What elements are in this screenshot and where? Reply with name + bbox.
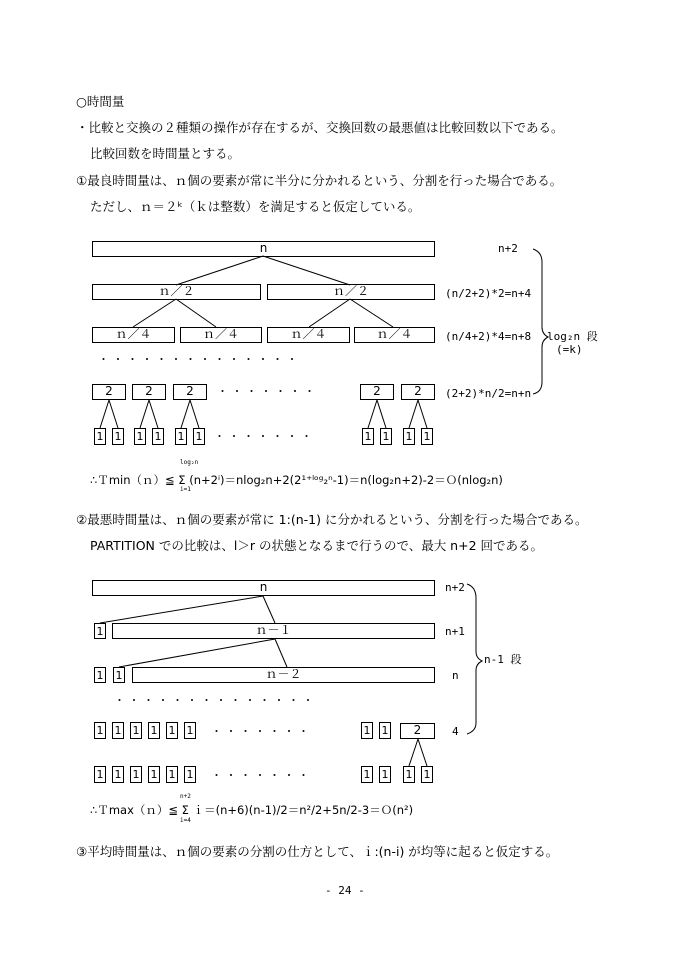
- worst-formula: ∴Ｔmax（ｎ）≦ Σ ｉ＝(n+6)(n-1)/2＝n²/2+5n/2-3＝Ｏ(n²): [90, 803, 414, 817]
- leaf-one: 1: [112, 766, 124, 783]
- leaf-one: 1: [148, 722, 160, 739]
- leaf-one: 1: [403, 428, 415, 445]
- sum-upper-limit: log₂n: [180, 459, 199, 466]
- leaf-one: 1: [362, 428, 374, 445]
- node-two: 2: [400, 723, 435, 739]
- leaf-one: 1: [361, 722, 373, 739]
- page-number: - 24 -: [325, 884, 365, 897]
- leaf-one: 1: [130, 722, 142, 739]
- leaf-one: 1: [112, 722, 124, 739]
- average-case-line: ③平均時間量は、ｎ個の要素の分割の仕方として、ｉ:(n-i) が均等に起ると仮定する。: [76, 844, 559, 859]
- leaf-one: 1: [112, 428, 124, 445]
- node-n-quarter: ｎ／４: [354, 327, 435, 343]
- node-two: 2: [173, 384, 207, 400]
- sum-lower-limit: i=4: [180, 817, 191, 824]
- cost-label: n+2: [498, 242, 518, 255]
- ellipsis-mid: ・ ・ ・ ・ ・ ・ ・: [214, 430, 312, 443]
- leaf-one: 1: [421, 766, 433, 783]
- ellipsis-row: ・ ・ ・ ・ ・ ・ ・ ・ ・ ・ ・ ・ ・ ・: [98, 353, 298, 366]
- leaf-one: 1: [175, 428, 187, 445]
- node-two: 2: [401, 384, 435, 400]
- leaf-one: 1: [166, 722, 178, 739]
- leaf-one: 1: [184, 766, 196, 783]
- leaf-one: 1: [166, 766, 178, 783]
- leaf-one: 1: [94, 722, 106, 739]
- paragraph-line: ・比較と交換の２種類の操作が存在するが、交換回数の最悪値は比較回数以下である。: [76, 120, 564, 135]
- node-n-quarter: ｎ／４: [267, 327, 350, 343]
- node-n-half: ｎ／２: [267, 284, 435, 300]
- cost-label: (n/2+2)*2=n+4: [445, 287, 532, 300]
- best-formula: ∴Ｔmin（ｎ）≦ Σ (n+2ⁱ)＝nlog₂n+2(2¹⁺ˡᵒᵍ₂ⁿ-1)＝n(log₂n+2)-2＝Ｏ(nlog₂n): [90, 473, 503, 487]
- leaf-one: 1: [148, 766, 160, 783]
- paragraph-line: 比較回数を時間量とする。: [90, 146, 241, 161]
- node-n: n: [92, 580, 435, 596]
- cost-label: (2+2)*n/2=n+n: [445, 387, 532, 400]
- leaf-one: 1: [193, 428, 205, 445]
- leaf-one: 1: [130, 766, 142, 783]
- sum-upper-limit: n+2: [180, 793, 191, 800]
- best-case-line: ①最良時間量は、ｎ個の要素が常に半分に分かれるという、分割を行った場合である。: [76, 173, 563, 188]
- node-two: 2: [360, 384, 394, 400]
- assumption-line: ただし、ｎ＝２ᵏ（ｋは整数）を満足すると仮定している。: [90, 199, 421, 214]
- ellipsis-row: ・ ・ ・ ・ ・ ・ ・ ・ ・ ・ ・ ・ ・ ・: [114, 694, 314, 707]
- node-n-quarter: ｎ／４: [92, 327, 175, 343]
- cost-label: 4: [452, 725, 459, 738]
- leaf-one: 1: [379, 722, 391, 739]
- leaf-one: 1: [380, 428, 392, 445]
- leaf-one: 1: [113, 667, 125, 683]
- leaf-one: 1: [361, 766, 373, 783]
- cost-label: n+2: [445, 581, 465, 594]
- leaf-one: 1: [94, 428, 106, 445]
- leaf-one: 1: [379, 766, 391, 783]
- leaf-one: 1: [421, 428, 433, 445]
- node-n: n: [92, 241, 435, 257]
- levels-k-label: (=k): [556, 343, 583, 356]
- node-n-half: ｎ／２: [92, 284, 261, 300]
- node-n-quarter: ｎ／４: [180, 327, 262, 343]
- leaf-one: 1: [94, 623, 106, 639]
- levels-label: n-1 段: [484, 653, 522, 666]
- leaf-one: 1: [134, 428, 146, 445]
- cost-label: n: [452, 669, 459, 682]
- node-n-minus-1: ｎ－１: [112, 623, 435, 639]
- cost-label: n+1: [445, 625, 465, 638]
- node-two: 2: [92, 384, 126, 400]
- leaf-one: 1: [94, 766, 106, 783]
- partition-line: PARTITION での比較は、l＞r の状態となるまで行うので、最大 n+2 回である。: [90, 538, 544, 553]
- cost-label: (n/4+2)*4=n+8: [445, 330, 532, 343]
- ellipsis-mid: ・ ・ ・ ・ ・ ・ ・: [211, 769, 309, 782]
- sum-lower-limit: i=1: [180, 486, 191, 493]
- node-n-minus-2: ｎ－２: [132, 667, 435, 683]
- leaf-one: 1: [403, 766, 415, 783]
- levels-label: log₂n 段: [547, 330, 598, 343]
- leaf-one: 1: [94, 667, 106, 683]
- leaf-one: 1: [152, 428, 164, 445]
- leaf-one: 1: [184, 722, 196, 739]
- section-heading: ○時間量: [76, 94, 125, 109]
- ellipsis-mid: ・ ・ ・ ・ ・ ・ ・: [217, 385, 315, 398]
- ellipsis-mid: ・ ・ ・ ・ ・ ・ ・: [211, 725, 309, 738]
- worst-case-line: ②最悪時間量は、ｎ個の要素が常に 1:(n-1) に分かれるという、分割を行った場合である。: [76, 512, 588, 527]
- node-two: 2: [132, 384, 166, 400]
